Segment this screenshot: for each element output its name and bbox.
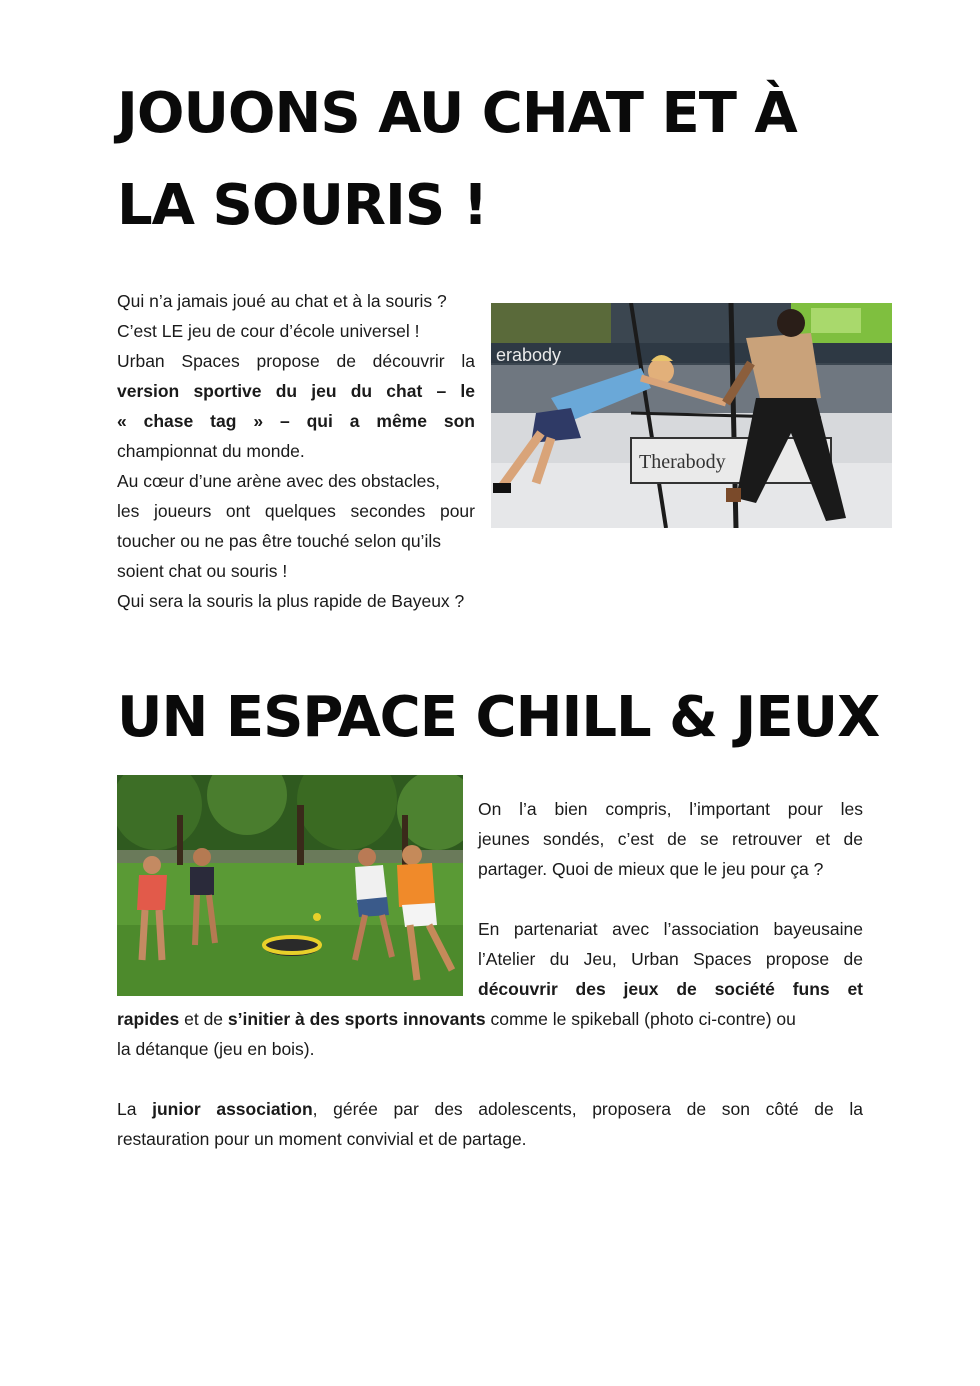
text-line <box>117 406 475 436</box>
text-line: version sportive du jeu du chat – le <box>117 381 475 401</box>
text-line: les joueurs ont quelques secondes pour <box>117 501 475 521</box>
text-line: Qui sera la souris la plus rapide de Bayeux ? <box>117 591 465 611</box>
text-line: toucher ou ne pas être touché selon qu’ils <box>117 531 441 551</box>
text-line: la détanque (jeu en bois). <box>117 1039 315 1059</box>
section1-title-line1: JOUONS AU CHAT ET À <box>117 81 797 146</box>
text-line: Au cœur d’une arène avec des obstacles, <box>117 471 440 491</box>
spikeball-photo <box>117 775 463 996</box>
sign-text: erabody <box>496 345 562 365</box>
section1-title-line2: LA SOURIS ! <box>117 173 488 238</box>
chase-tag-photo <box>491 303 892 528</box>
text-line: restauration pour un moment convivial et de partage. <box>117 1129 527 1149</box>
text-line: Qui n’a jamais joué au chat et à la souris ? <box>117 291 447 311</box>
text-line: La junior association, gérée par des adolescents, proposera de son côté de la <box>117 1099 864 1119</box>
bold-sports: s’initier à des sports innovants <box>227 1009 486 1029</box>
chase-tag-bold: « chase tag » – qui a même son <box>117 411 475 431</box>
text-line: On l’a bien compris, l’important pour les <box>478 799 863 819</box>
text-line: l’Atelier du Jeu, Urban Spaces propose de <box>478 949 863 969</box>
text-line: championnat du monde. <box>117 441 305 461</box>
text-line: découvrir des jeux de société funs et <box>478 979 863 999</box>
bold-junior-association: junior association <box>152 1099 313 1119</box>
text-line: C’est LE jeu de cour d’école universel ! <box>117 321 420 341</box>
text-line: partager. Quoi de mieux que le jeu pour ça ? <box>478 859 824 879</box>
text-line: En partenariat avec l’association bayeusaine <box>478 919 863 939</box>
text-line: soient chat ou souris ! <box>117 561 288 581</box>
text-line: Urban Spaces propose de découvrir la <box>117 351 475 371</box>
bold-rapides: rapides <box>117 1009 180 1029</box>
text-line: rapides et de s’initier à des sports innovants comme le spikeball (photo ci-contre) ou <box>117 1009 796 1029</box>
banner-text: Therabody <box>639 451 726 473</box>
text-line: jeunes sondés, c’est de se retrouver et de <box>478 829 863 849</box>
section2-title: UN ESPACE CHILL & JEUX <box>117 685 880 750</box>
